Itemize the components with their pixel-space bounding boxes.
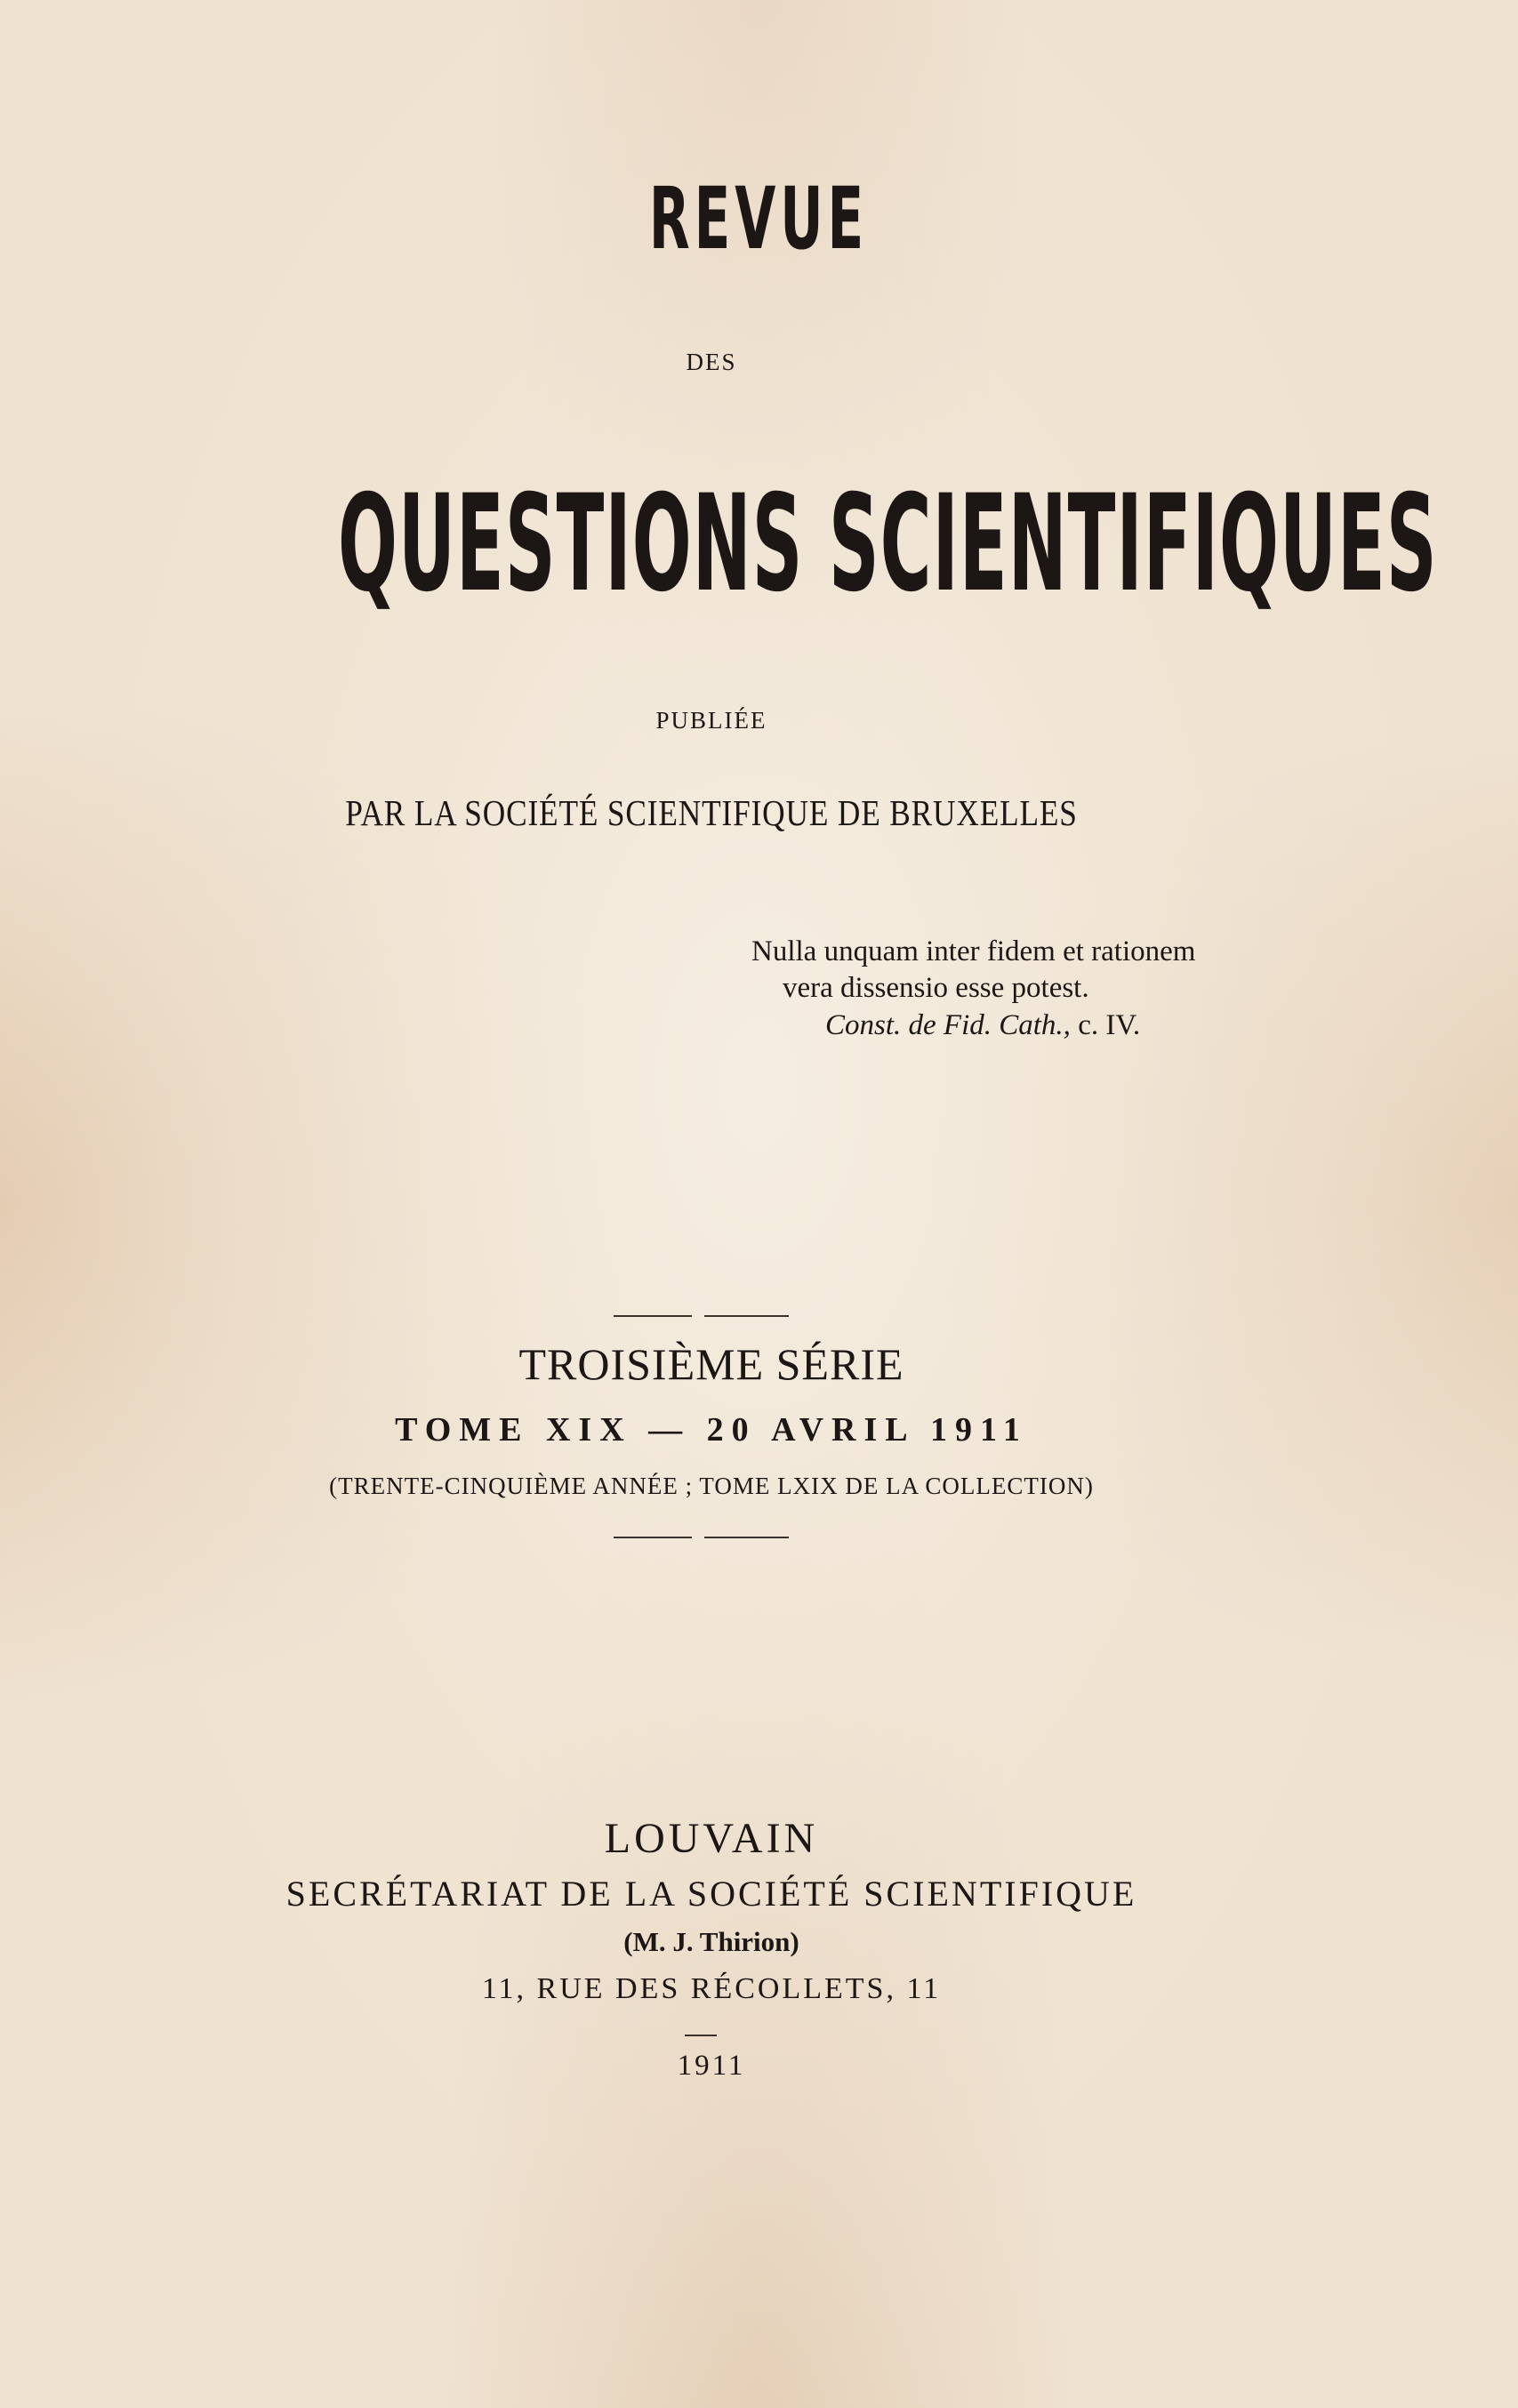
journal-title-revue: REVUE	[648, 169, 869, 269]
rule-bottom-left	[614, 1537, 692, 1538]
rule-top-right	[704, 1315, 789, 1317]
epigraph-source	[825, 1009, 1140, 1042]
tome-date-line: TOME XIX — 20 AVRIL 1911	[395, 1411, 1028, 1449]
rule-top-left	[614, 1315, 692, 1317]
epigraph-source-chapter: c. IV.	[1070, 1009, 1141, 1041]
epigraph-line-2: vera dissensio esse potest.	[783, 972, 1089, 1004]
journal-title-des: DES	[686, 349, 737, 375]
series-heading: TROISIÈME SÉRIE	[518, 1339, 904, 1389]
rule-year	[685, 2035, 717, 2036]
published-label: PUBLIÉE	[655, 707, 767, 734]
rule-bottom-right	[704, 1537, 789, 1538]
epigraph-source-title: Const. de Fid. Cath.,	[825, 1009, 1071, 1041]
imprint-contact: (M. J. Thirion)	[623, 1926, 799, 1957]
epigraph-line-1: Nulla unquam inter fidem et rationem	[751, 935, 1196, 967]
journal-title-main: QUESTIONS SCIENTIFIQUES	[338, 467, 1438, 622]
imprint-city: LOUVAIN	[604, 1815, 819, 1862]
imprint-secretariat: SECRÉTARIAT DE LA SOCIÉTÉ SCIENTIFIQUE	[285, 1874, 1137, 1914]
imprint-address: 11, RUE DES RÉCOLLETS, 11	[481, 1972, 942, 2005]
imprint-year: 1911	[677, 2050, 746, 2082]
publisher-line: PAR LA SOCIÉTÉ SCIENTIFIQUE DE BRUXELLES	[345, 792, 1078, 833]
collection-note: (TRENTE-CINQUIÈME ANNÉE ; TOME LXIX DE LA COLLECTION)	[329, 1473, 1094, 1499]
